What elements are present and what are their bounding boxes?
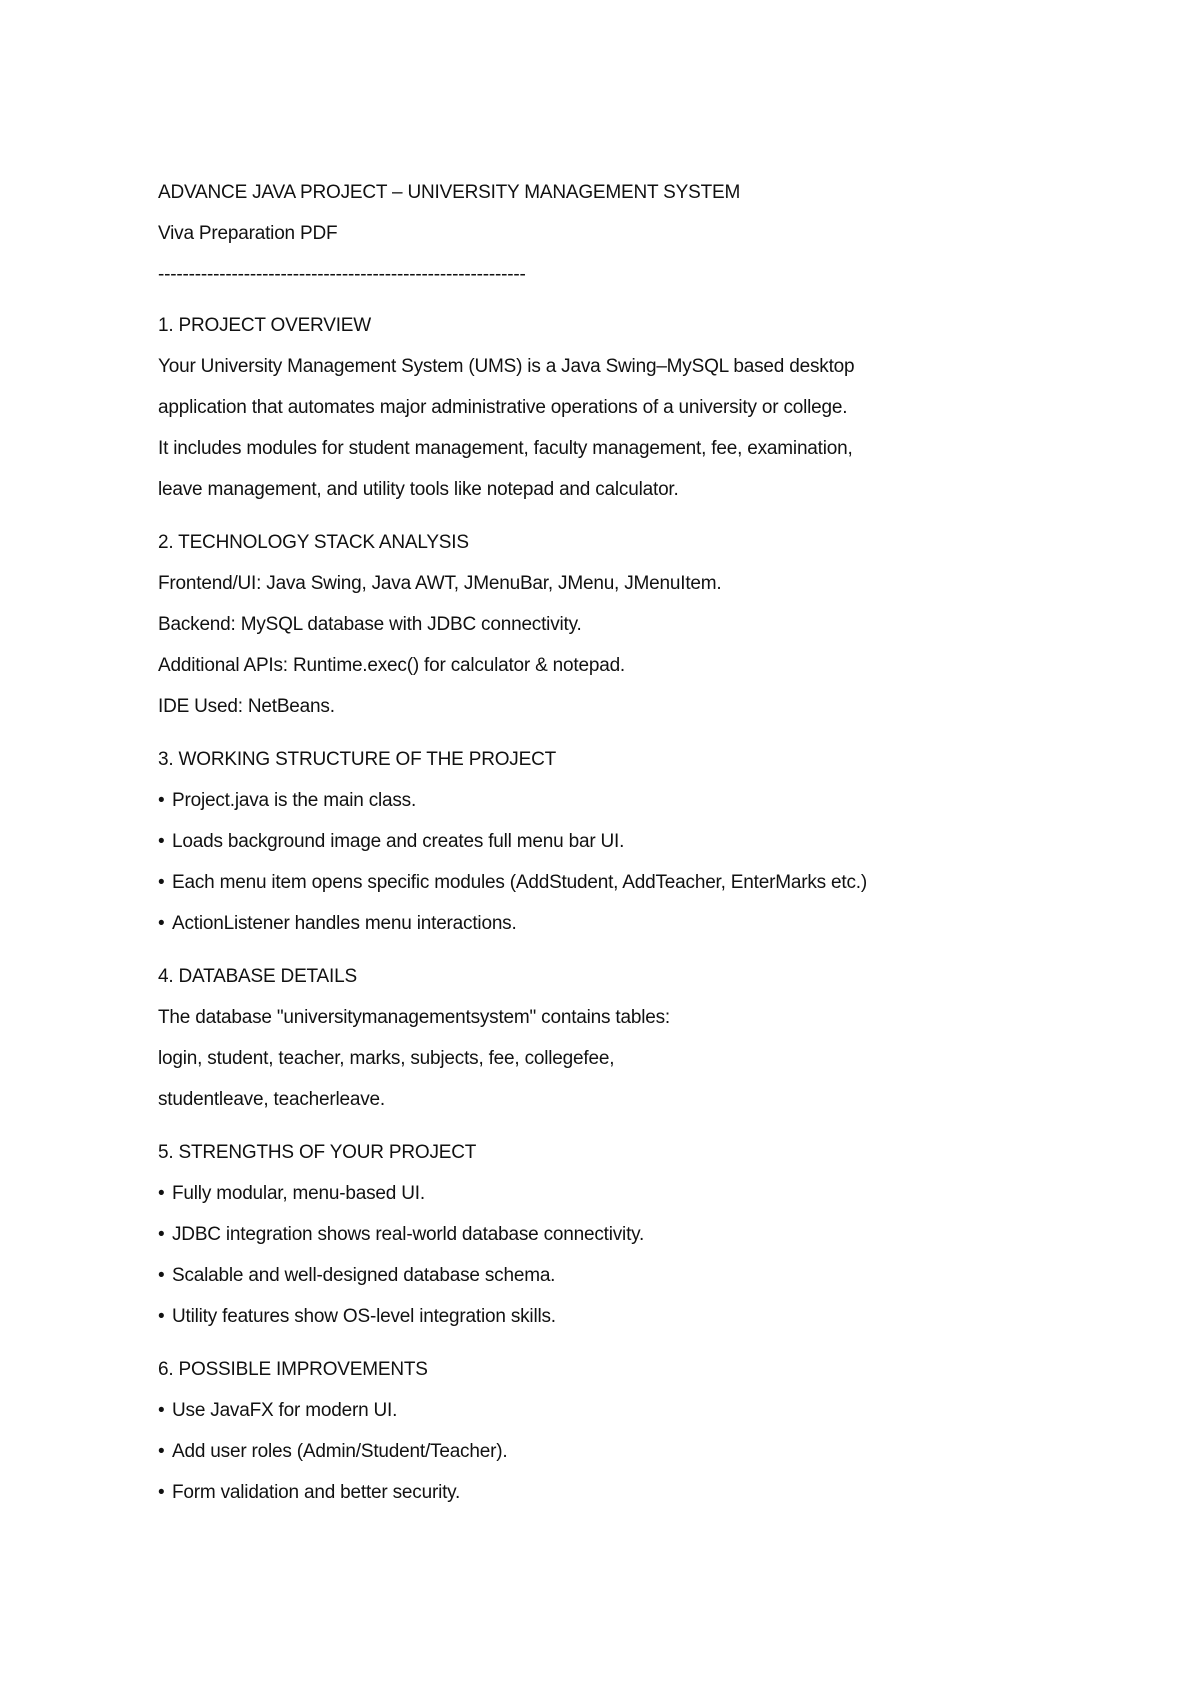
bullet-icon: • [158,1306,165,1327]
bullet-icon: • [158,1183,165,1204]
list-item-text: Each menu item opens specific modules (AddStudent, AddTeacher, EnterMarks etc.) [172,872,867,893]
section-heading-overview: 1. PROJECT OVERVIEW [158,315,371,336]
section-heading-strengths: 5. STRENGTHS OF YOUR PROJECT [158,1142,477,1163]
list-item [158,1173,1138,1214]
bullet-icon: • [158,913,165,934]
document-body [158,172,1138,1513]
paragraph-line: IDE Used: NetBeans. [158,696,335,717]
list-item-text: Fully modular, menu-based UI. [172,1183,425,1204]
bullet-icon: • [158,1441,165,1462]
paragraph-line: The database "universitymanagementsystem" contains tables: [158,1007,670,1028]
list-item [158,1390,1138,1431]
list-item-text: Project.java is the main class. [172,790,417,811]
section-heading-tech-stack: 2. TECHNOLOGY STACK ANALYSIS [158,532,469,553]
section-heading-database: 4. DATABASE DETAILS [158,966,357,987]
section-heading-structure: 3. WORKING STRUCTURE OF THE PROJECT [158,749,557,770]
list-item-text: Utility features show OS-level integration skills. [172,1306,556,1327]
paragraph-line: Backend: MySQL database with JDBC connectivity. [158,614,582,635]
paragraph-line: Additional APIs: Runtime.exec() for calculator & notepad. [158,655,626,676]
list-item [158,1472,1138,1513]
list-item [158,1431,1138,1472]
list-item-text: Form validation and better security. [172,1482,461,1503]
paragraph-line: Frontend/UI: Java Swing, Java AWT, JMenuBar, JMenu, JMenuItem. [158,573,722,594]
document-subtitle: Viva Preparation PDF [158,223,338,244]
bullet-icon: • [158,1224,165,1245]
separator-line: ------------------------------------------------------------ [158,264,526,285]
document-title: ADVANCE JAVA PROJECT – UNIVERSITY MANAGEMENT SYSTEM [158,182,741,203]
list-item-text: ActionListener handles menu interactions. [172,913,517,934]
bullet-icon: • [158,1265,165,1286]
bullet-icon: • [158,1482,165,1503]
bullet-icon: • [158,790,165,811]
list-item [158,780,1138,821]
list-item [158,1255,1138,1296]
bullet-icon: • [158,831,165,852]
list-item-text: Use JavaFX for modern UI. [172,1400,398,1421]
list-item [158,862,1138,903]
bullet-icon: • [158,1400,165,1421]
paragraph-line: application that automates major administrative operations of a university or college. [158,397,848,418]
paragraph-line: Your University Management System (UMS) is a Java Swing–MySQL based desktop [158,356,855,377]
list-item-text: Add user roles (Admin/Student/Teacher). [172,1441,508,1462]
list-item [158,821,1138,862]
paragraph-line: login, student, teacher, marks, subjects, fee, collegefee, [158,1048,615,1069]
list-item-text: JDBC integration shows real-world database connectivity. [172,1224,645,1245]
paragraph-line: leave management, and utility tools like notepad and calculator. [158,479,679,500]
paragraph-line: It includes modules for student management, faculty management, fee, examination, [158,438,853,459]
list-item [158,1214,1138,1255]
section-heading-improvements: 6. POSSIBLE IMPROVEMENTS [158,1359,428,1380]
list-item-text: Loads background image and creates full menu bar UI. [172,831,625,852]
bullet-icon: • [158,872,165,893]
list-item [158,903,1138,944]
list-item [158,1296,1138,1337]
list-item-text: Scalable and well-designed database schema. [172,1265,556,1286]
paragraph-line: studentleave, teacherleave. [158,1089,385,1110]
